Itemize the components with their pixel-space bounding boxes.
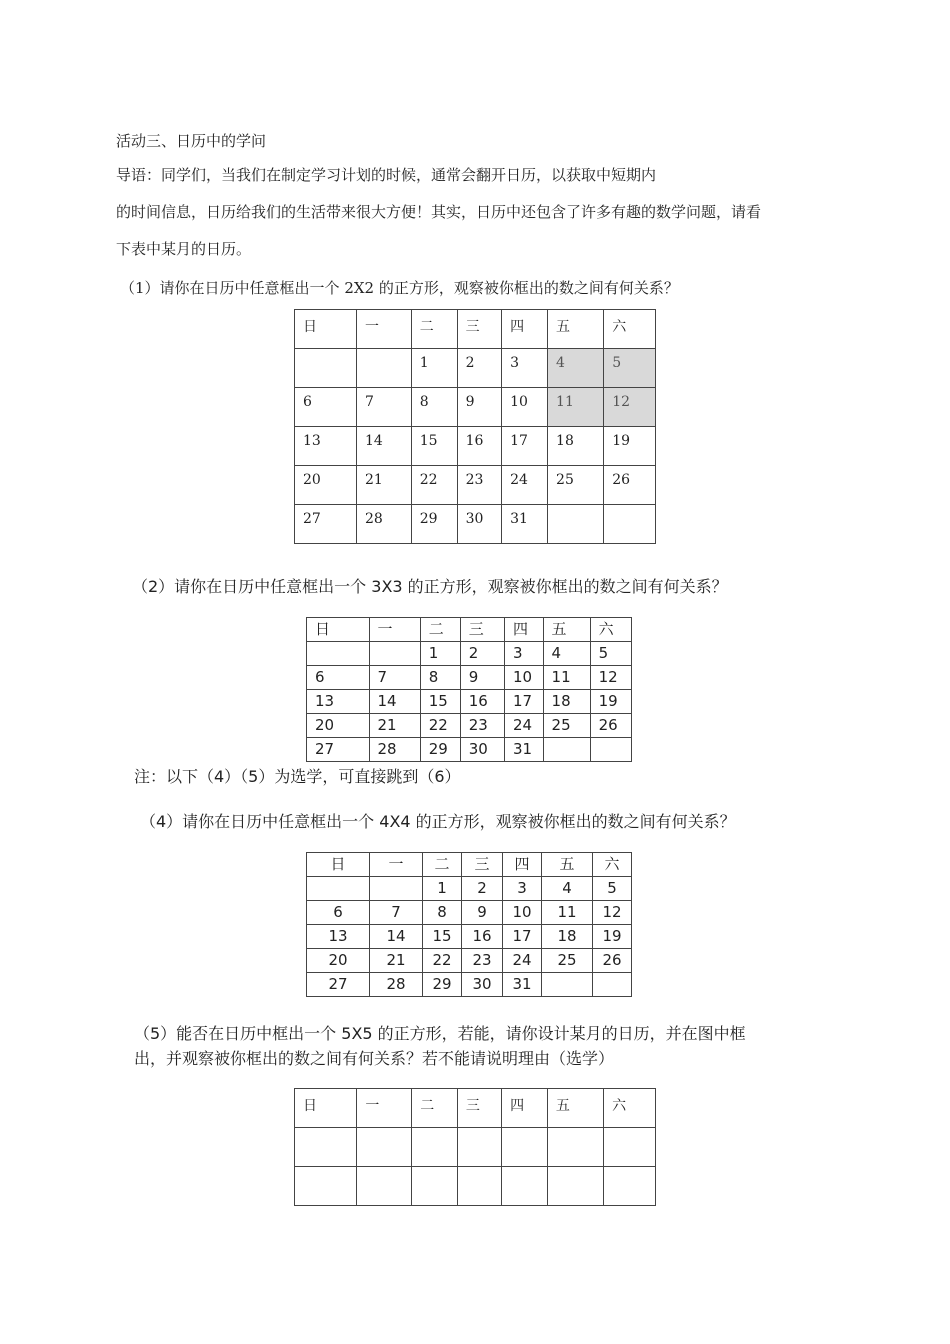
- date-cell: 19: [604, 427, 656, 466]
- activity-heading: 活动三、日历中的学问: [116, 132, 267, 150]
- date-cell: [357, 349, 412, 388]
- date-cell: 8: [423, 901, 462, 925]
- date-cell: 6: [295, 388, 357, 427]
- intro-line-2: 的时间信息，日历给我们的生活带来很大方便！其实，日历中还包含了许多有趣的数学问题，请看: [116, 203, 762, 221]
- date-cell: 27: [307, 973, 370, 997]
- date-cell: 14: [369, 690, 420, 714]
- date-cell: 9: [460, 666, 504, 690]
- date-cell: 26: [590, 714, 631, 738]
- date-cell: [307, 642, 370, 666]
- date-cell: [548, 505, 604, 544]
- empty-cell: [502, 1128, 548, 1167]
- date-cell: 16: [457, 427, 501, 466]
- calendar-week-row: [307, 714, 632, 738]
- date-cell: 17: [503, 925, 542, 949]
- weekday-cell: 四: [502, 1089, 548, 1128]
- date-cell: 18: [542, 925, 593, 949]
- date-cell: [370, 877, 423, 901]
- empty-cell: [295, 1128, 357, 1167]
- date-cell: 6: [307, 901, 370, 925]
- calendar-week-row: [307, 690, 632, 714]
- date-cell: [543, 738, 590, 762]
- date-cell: 16: [460, 690, 504, 714]
- date-cell: 25: [543, 714, 590, 738]
- date-cell: 23: [460, 714, 504, 738]
- date-cell: 25: [542, 949, 593, 973]
- date-cell: 22: [423, 949, 462, 973]
- highlighted-date-cell: 11: [548, 388, 604, 427]
- weekday-cell: 四: [502, 310, 548, 349]
- weekday-cell: 六: [590, 618, 631, 642]
- empty-cell: [412, 1128, 458, 1167]
- calendar-week-row: [295, 1128, 656, 1167]
- date-cell: 2: [457, 349, 501, 388]
- date-cell: 1: [420, 642, 460, 666]
- date-cell: 28: [357, 505, 412, 544]
- date-cell: 11: [542, 901, 593, 925]
- date-cell: 15: [423, 925, 462, 949]
- date-cell: 10: [504, 666, 543, 690]
- question-1: （1）请你在日历中任意框出一个 2X2 的正方形，观察被你框出的数之间有何关系？: [120, 279, 679, 297]
- calendar-week-row: [307, 666, 632, 690]
- calendar-week-row: [307, 738, 632, 762]
- calendar-week-row: [295, 349, 656, 388]
- date-cell: 12: [590, 666, 631, 690]
- date-cell: 15: [411, 427, 457, 466]
- question-5-line-2: 出，并观察被你框出的数之间有何关系？若不能请说明理由（选学）: [134, 1049, 615, 1068]
- date-cell: 13: [307, 925, 370, 949]
- date-cell: 9: [457, 388, 501, 427]
- date-cell: 21: [357, 466, 412, 505]
- date-cell: 2: [460, 642, 504, 666]
- date-cell: 30: [457, 505, 501, 544]
- date-cell: 25: [548, 466, 604, 505]
- date-cell: 29: [423, 973, 462, 997]
- question-2: （2）请你在日历中任意框出一个 3X3 的正方形，观察被你框出的数之间有何关系？: [132, 577, 728, 596]
- question-5-line-1: （5）能否在日历中框出一个 5X5 的正方形，若能，请你设计某月的日历，并在图中框: [134, 1024, 746, 1043]
- date-cell: 3: [502, 349, 548, 388]
- weekday-cell: 四: [503, 853, 542, 877]
- date-cell: 28: [369, 738, 420, 762]
- date-cell: 3: [503, 877, 542, 901]
- date-cell: 10: [503, 901, 542, 925]
- weekday-header-row: [307, 853, 632, 877]
- empty-cell: [412, 1167, 458, 1206]
- weekday-cell: 五: [548, 310, 604, 349]
- date-cell: [604, 505, 656, 544]
- date-cell: 19: [593, 925, 632, 949]
- date-cell: 30: [460, 738, 504, 762]
- calendar-table-4: [306, 852, 632, 997]
- date-cell: 7: [370, 901, 423, 925]
- weekday-cell: 二: [423, 853, 462, 877]
- calendar-week-row: [295, 466, 656, 505]
- date-cell: 11: [543, 666, 590, 690]
- weekday-cell: 六: [593, 853, 632, 877]
- date-cell: 26: [593, 949, 632, 973]
- date-cell: 20: [295, 466, 357, 505]
- date-cell: 14: [370, 925, 423, 949]
- date-cell: 29: [420, 738, 460, 762]
- empty-cell: [357, 1167, 412, 1206]
- date-cell: 6: [307, 666, 370, 690]
- date-cell: 22: [411, 466, 457, 505]
- empty-cell: [547, 1167, 603, 1206]
- date-cell: 4: [543, 642, 590, 666]
- weekday-cell: 日: [295, 1089, 357, 1128]
- empty-cell: [357, 1128, 412, 1167]
- date-cell: 4: [542, 877, 593, 901]
- date-cell: 26: [604, 466, 656, 505]
- empty-cell: [604, 1167, 656, 1206]
- optional-note: 注：以下（4）（5）为选学，可直接跳到（6）: [134, 767, 461, 786]
- weekday-cell: 五: [542, 853, 593, 877]
- calendar-table-1: [294, 309, 656, 544]
- date-cell: 7: [369, 666, 420, 690]
- date-cell: 29: [411, 505, 457, 544]
- date-cell: [542, 973, 593, 997]
- weekday-cell: 三: [457, 1089, 501, 1128]
- date-cell: 18: [548, 427, 604, 466]
- weekday-cell: 一: [369, 618, 420, 642]
- intro-line-3: 下表中某月的日历。: [116, 240, 252, 258]
- date-cell: [295, 349, 357, 388]
- calendar-week-row: [307, 901, 632, 925]
- date-cell: 7: [357, 388, 412, 427]
- empty-cell: [502, 1167, 548, 1206]
- date-cell: [593, 973, 632, 997]
- date-cell: 1: [411, 349, 457, 388]
- calendar-week-row: [295, 505, 656, 544]
- date-cell: 13: [307, 690, 370, 714]
- weekday-cell: 日: [307, 853, 370, 877]
- calendar-week-row: [307, 642, 632, 666]
- date-cell: 24: [503, 949, 542, 973]
- question-4: （4）请你在日历中任意框出一个 4X4 的正方形，观察被你框出的数之间有何关系？: [140, 812, 736, 831]
- date-cell: 21: [370, 949, 423, 973]
- weekday-cell: 日: [295, 310, 357, 349]
- intro-line-1: 导语：同学们，当我们在制定学习计划的时候，通常会翻开日历，以获取中短期内: [116, 166, 657, 184]
- date-cell: 1: [423, 877, 462, 901]
- weekday-cell: 五: [547, 1089, 603, 1128]
- empty-cell: [604, 1128, 656, 1167]
- date-cell: [590, 738, 631, 762]
- empty-cell: [457, 1128, 501, 1167]
- date-cell: 16: [462, 925, 503, 949]
- date-cell: 27: [295, 505, 357, 544]
- weekday-header-row: [295, 310, 656, 349]
- weekday-cell: 三: [462, 853, 503, 877]
- date-cell: 23: [462, 949, 503, 973]
- date-cell: 17: [502, 427, 548, 466]
- date-cell: 24: [504, 714, 543, 738]
- calendar-table-2: [306, 617, 632, 762]
- empty-cell: [547, 1128, 603, 1167]
- date-cell: 13: [295, 427, 357, 466]
- date-cell: 2: [462, 877, 503, 901]
- date-cell: 19: [590, 690, 631, 714]
- date-cell: 12: [593, 901, 632, 925]
- highlighted-date-cell: 5: [604, 349, 656, 388]
- weekday-cell: 二: [420, 618, 460, 642]
- weekday-cell: 日: [307, 618, 370, 642]
- highlighted-date-cell: 4: [548, 349, 604, 388]
- weekday-cell: 二: [412, 1089, 458, 1128]
- date-cell: 31: [504, 738, 543, 762]
- date-cell: 27: [307, 738, 370, 762]
- calendar-week-row: [295, 1167, 656, 1206]
- date-cell: 28: [370, 973, 423, 997]
- date-cell: 21: [369, 714, 420, 738]
- date-cell: 31: [502, 505, 548, 544]
- weekday-cell: 三: [457, 310, 501, 349]
- calendar-week-row: [295, 388, 656, 427]
- date-cell: 20: [307, 714, 370, 738]
- calendar-week-row: [307, 973, 632, 997]
- calendar-table-5: [294, 1088, 656, 1206]
- date-cell: 20: [307, 949, 370, 973]
- date-cell: 30: [462, 973, 503, 997]
- date-cell: 23: [457, 466, 501, 505]
- date-cell: 3: [504, 642, 543, 666]
- date-cell: 22: [420, 714, 460, 738]
- weekday-cell: 二: [411, 310, 457, 349]
- empty-cell: [457, 1167, 501, 1206]
- date-cell: 14: [357, 427, 412, 466]
- weekday-cell: 五: [543, 618, 590, 642]
- date-cell: 5: [593, 877, 632, 901]
- weekday-header-row: [307, 618, 632, 642]
- date-cell: 31: [503, 973, 542, 997]
- empty-cell: [295, 1167, 357, 1206]
- date-cell: 9: [462, 901, 503, 925]
- weekday-header-row: [295, 1089, 656, 1128]
- weekday-cell: 一: [370, 853, 423, 877]
- weekday-cell: 六: [604, 1089, 656, 1128]
- calendar-week-row: [295, 427, 656, 466]
- date-cell: 24: [502, 466, 548, 505]
- calendar-week-row: [307, 925, 632, 949]
- date-cell: 8: [411, 388, 457, 427]
- date-cell: 17: [504, 690, 543, 714]
- date-cell: 5: [590, 642, 631, 666]
- calendar-week-row: [307, 949, 632, 973]
- weekday-cell: 三: [460, 618, 504, 642]
- date-cell: 10: [502, 388, 548, 427]
- date-cell: [307, 877, 370, 901]
- weekday-cell: 四: [504, 618, 543, 642]
- date-cell: 15: [420, 690, 460, 714]
- weekday-cell: 一: [357, 1089, 412, 1128]
- date-cell: 18: [543, 690, 590, 714]
- highlighted-date-cell: 12: [604, 388, 656, 427]
- date-cell: 8: [420, 666, 460, 690]
- weekday-cell: 一: [357, 310, 412, 349]
- date-cell: [369, 642, 420, 666]
- calendar-week-row: [307, 877, 632, 901]
- weekday-cell: 六: [604, 310, 656, 349]
